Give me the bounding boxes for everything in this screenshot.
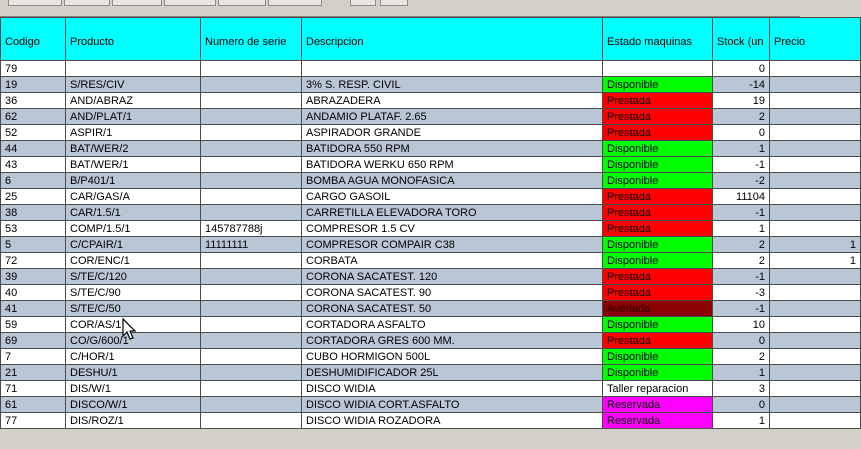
- table-row[interactable]: [1, 237, 861, 253]
- cell-producto[interactable]: S/TE/C/90: [66, 285, 201, 301]
- cell-codigo[interactable]: 38: [1, 205, 66, 221]
- products-grid: [0, 17, 861, 429]
- table-row[interactable]: [1, 269, 861, 285]
- cell-serie[interactable]: [201, 141, 302, 157]
- cell-codigo[interactable]: 36: [1, 93, 66, 109]
- col-header-producto[interactable]: Producto: [66, 18, 201, 61]
- cell-descripcion[interactable]: BOMBA AGUA MONOFASICA: [302, 173, 603, 189]
- cell-codigo[interactable]: 77: [1, 413, 66, 429]
- cell-producto[interactable]: S/RES/CIV: [66, 77, 201, 93]
- cell-stock[interactable]: 2: [713, 253, 770, 269]
- input-stock[interactable]: 0: [713, 61, 770, 77]
- cell-estado[interactable]: Prestada: [603, 333, 713, 349]
- cell-stock[interactable]: -1: [713, 301, 770, 317]
- cell-stock[interactable]: 0: [713, 125, 770, 141]
- cell-codigo[interactable]: 72: [1, 253, 66, 269]
- cell-stock[interactable]: -14: [713, 77, 770, 93]
- cell-producto[interactable]: C/CPAIR/1: [66, 237, 201, 253]
- cell-serie[interactable]: [201, 77, 302, 93]
- cell-serie[interactable]: [201, 157, 302, 173]
- cell-descripcion[interactable]: BATIDORA 550 RPM: [302, 141, 603, 157]
- cell-codigo[interactable]: 5: [1, 237, 66, 253]
- toolbar-button[interactable]: [350, 0, 376, 6]
- table-row[interactable]: [1, 253, 861, 269]
- cell-precio[interactable]: [770, 125, 861, 141]
- cell-estado[interactable]: Reservada: [603, 397, 713, 413]
- cell-stock[interactable]: -2: [713, 173, 770, 189]
- cell-producto[interactable]: ASPIR/1: [66, 125, 201, 141]
- cell-estado[interactable]: Disponible: [603, 157, 713, 173]
- cell-descripcion[interactable]: DISCO WIDIA ROZADORA: [302, 413, 603, 429]
- cell-producto[interactable]: DIS/W/1: [66, 381, 201, 397]
- table-row[interactable]: [1, 349, 861, 365]
- cell-precio[interactable]: [770, 189, 861, 205]
- cell-estado[interactable]: Prestada: [603, 269, 713, 285]
- cell-estado[interactable]: Prestada: [603, 221, 713, 237]
- cell-precio[interactable]: [770, 301, 861, 317]
- cell-stock[interactable]: 2: [713, 237, 770, 253]
- cell-precio[interactable]: [770, 349, 861, 365]
- mouse-pointer-icon: [122, 318, 138, 342]
- cell-descripcion[interactable]: DISCO WIDIA CORT.ASFALTO: [302, 397, 603, 413]
- cell-stock[interactable]: -3: [713, 285, 770, 301]
- cell-precio[interactable]: [770, 365, 861, 381]
- cell-precio[interactable]: [770, 333, 861, 349]
- cell-codigo[interactable]: 21: [1, 365, 66, 381]
- table-row[interactable]: [1, 173, 861, 189]
- cell-serie[interactable]: [201, 109, 302, 125]
- cell-codigo[interactable]: 41: [1, 301, 66, 317]
- cell-descripcion[interactable]: CUBO HORMIGON 500L: [302, 349, 603, 365]
- cell-serie[interactable]: [201, 413, 302, 429]
- cell-precio[interactable]: [770, 173, 861, 189]
- cell-descripcion[interactable]: DISCO WIDIA: [302, 381, 603, 397]
- cell-serie[interactable]: [201, 285, 302, 301]
- cell-serie[interactable]: [201, 365, 302, 381]
- cell-serie[interactable]: [201, 93, 302, 109]
- cell-codigo[interactable]: 25: [1, 189, 66, 205]
- cell-estado[interactable]: Disponible: [603, 141, 713, 157]
- cell-stock[interactable]: 3: [713, 381, 770, 397]
- cell-producto[interactable]: COMP/1.5/1: [66, 221, 201, 237]
- col-header-stock[interactable]: Stock (un: [713, 18, 770, 61]
- cell-producto[interactable]: C/HOR/1: [66, 349, 201, 365]
- cell-serie[interactable]: [201, 253, 302, 269]
- cell-stock[interactable]: 1: [713, 365, 770, 381]
- cell-estado[interactable]: Disponible: [603, 365, 713, 381]
- input-precio[interactable]: [770, 61, 861, 77]
- cell-producto[interactable]: S/TE/C/50: [66, 301, 201, 317]
- toolbar-button[interactable]: [218, 0, 266, 6]
- table-row[interactable]: [1, 397, 861, 413]
- cell-estado[interactable]: Disponible: [603, 349, 713, 365]
- input-estado[interactable]: [603, 61, 713, 77]
- cell-producto[interactable]: DIS/ROZ/1: [66, 413, 201, 429]
- toolbar-button[interactable]: [268, 0, 322, 6]
- table-row[interactable]: [1, 125, 861, 141]
- cell-descripcion[interactable]: CORBATA: [302, 253, 603, 269]
- cell-estado[interactable]: Disponible: [603, 317, 713, 333]
- cell-codigo[interactable]: 44: [1, 141, 66, 157]
- col-header-codigo[interactable]: Codigo: [1, 18, 66, 61]
- cell-precio[interactable]: [770, 141, 861, 157]
- cell-stock[interactable]: 19: [713, 93, 770, 109]
- cell-codigo[interactable]: 71: [1, 381, 66, 397]
- cell-precio[interactable]: [770, 285, 861, 301]
- cell-producto[interactable]: CAR/GAS/A: [66, 189, 201, 205]
- cell-codigo[interactable]: 53: [1, 221, 66, 237]
- cell-descripcion[interactable]: COMPRESOR 1.5 CV: [302, 221, 603, 237]
- cell-producto[interactable]: CO/G/600/1: [66, 333, 201, 349]
- cell-producto[interactable]: COR/ENC/1: [66, 253, 201, 269]
- input-codigo[interactable]: 79: [1, 61, 66, 77]
- new-record-row[interactable]: [1, 61, 861, 77]
- cell-serie[interactable]: [201, 189, 302, 205]
- table-row[interactable]: [1, 285, 861, 301]
- cell-descripcion[interactable]: CORTADORA ASFALTO: [302, 317, 603, 333]
- table-row[interactable]: [1, 189, 861, 205]
- cell-estado[interactable]: Disponible: [603, 77, 713, 93]
- cell-serie[interactable]: [201, 397, 302, 413]
- cell-stock[interactable]: -1: [713, 157, 770, 173]
- input-serie[interactable]: [201, 61, 302, 77]
- table-row[interactable]: [1, 157, 861, 173]
- cell-descripcion[interactable]: CORTADORA GRES 600 MM.: [302, 333, 603, 349]
- cell-precio[interactable]: [770, 269, 861, 285]
- cell-producto[interactable]: COR/AS/1: [66, 317, 201, 333]
- input-descripcion[interactable]: [302, 61, 603, 77]
- cell-codigo[interactable]: 69: [1, 333, 66, 349]
- cell-stock[interactable]: 1: [713, 141, 770, 157]
- cell-stock[interactable]: 2: [713, 109, 770, 125]
- cell-descripcion[interactable]: DESHUMIDIFICADOR 25L: [302, 365, 603, 381]
- cell-codigo[interactable]: 59: [1, 317, 66, 333]
- cell-precio[interactable]: [770, 221, 861, 237]
- col-header-precio[interactable]: Precio: [770, 18, 861, 61]
- cell-precio[interactable]: [770, 109, 861, 125]
- input-producto[interactable]: [66, 61, 201, 77]
- cell-codigo[interactable]: 61: [1, 397, 66, 413]
- cell-serie[interactable]: 145787788j: [201, 221, 302, 237]
- col-header-estado[interactable]: Estado maquinas: [603, 18, 713, 61]
- table-row[interactable]: [1, 381, 861, 397]
- cell-estado[interactable]: Prestada: [603, 93, 713, 109]
- cell-estado[interactable]: Reservada: [603, 413, 713, 429]
- cell-stock[interactable]: 10: [713, 317, 770, 333]
- cell-producto[interactable]: BAT/WER/2: [66, 141, 201, 157]
- cell-codigo[interactable]: 52: [1, 125, 66, 141]
- cell-codigo[interactable]: 43: [1, 157, 66, 173]
- cell-stock[interactable]: 0: [713, 397, 770, 413]
- cell-estado[interactable]: Prestada: [603, 109, 713, 125]
- cell-descripcion[interactable]: CARRETILLA ELEVADORA TORO: [302, 205, 603, 221]
- cell-estado[interactable]: Averiada: [603, 301, 713, 317]
- toolbar-button[interactable]: [64, 0, 110, 6]
- cell-producto[interactable]: CAR/1.5/1: [66, 205, 201, 221]
- cell-stock[interactable]: -1: [713, 205, 770, 221]
- toolbar-button[interactable]: [8, 0, 62, 6]
- toolbar-button[interactable]: [112, 0, 162, 6]
- cell-descripcion[interactable]: ABRAZADERA: [302, 93, 603, 109]
- cell-descripcion[interactable]: ANDAMIO PLATAF. 2.65: [302, 109, 603, 125]
- cell-descripcion[interactable]: CORONA SACATEST. 90: [302, 285, 603, 301]
- cell-codigo[interactable]: 19: [1, 77, 66, 93]
- cell-precio[interactable]: [770, 397, 861, 413]
- cell-serie[interactable]: [201, 333, 302, 349]
- cell-serie[interactable]: [201, 349, 302, 365]
- cell-producto[interactable]: B/P401/1: [66, 173, 201, 189]
- cell-estado[interactable]: Disponible: [603, 173, 713, 189]
- cell-precio[interactable]: [770, 77, 861, 93]
- table-row[interactable]: [1, 77, 861, 93]
- cell-precio[interactable]: [770, 205, 861, 221]
- cell-descripcion[interactable]: ASPIRADOR GRANDE: [302, 125, 603, 141]
- cell-descripcion[interactable]: CORONA SACATEST. 50: [302, 301, 603, 317]
- table-row[interactable]: [1, 413, 861, 429]
- cell-stock[interactable]: 0: [713, 333, 770, 349]
- grid-header-row: [1, 18, 861, 61]
- cell-estado[interactable]: Disponible: [603, 253, 713, 269]
- table-row[interactable]: [1, 141, 861, 157]
- cell-serie[interactable]: [201, 269, 302, 285]
- cell-stock[interactable]: -1: [713, 269, 770, 285]
- cell-estado[interactable]: Prestada: [603, 189, 713, 205]
- cell-serie[interactable]: [201, 173, 302, 189]
- cell-precio[interactable]: [770, 157, 861, 173]
- cell-precio[interactable]: [770, 317, 861, 333]
- table-row[interactable]: [1, 205, 861, 221]
- cell-codigo[interactable]: 6: [1, 173, 66, 189]
- cell-serie[interactable]: 11111111: [201, 237, 302, 253]
- cell-serie[interactable]: [201, 317, 302, 333]
- table-row[interactable]: [1, 221, 861, 237]
- cell-producto[interactable]: S/TE/C/120: [66, 269, 201, 285]
- toolbar-button[interactable]: [164, 0, 216, 6]
- cell-descripcion[interactable]: 3% S. RESP. CIVIL: [302, 77, 603, 93]
- cell-producto[interactable]: AND/ABRAZ: [66, 93, 201, 109]
- cell-codigo[interactable]: 7: [1, 349, 66, 365]
- cell-stock[interactable]: 1: [713, 413, 770, 429]
- cell-producto[interactable]: BAT/WER/1: [66, 157, 201, 173]
- toolbar-strip: [0, 0, 800, 17]
- cell-precio[interactable]: [770, 381, 861, 397]
- cell-codigo[interactable]: 39: [1, 269, 66, 285]
- cell-producto[interactable]: AND/PLAT/1: [66, 109, 201, 125]
- cell-serie[interactable]: [201, 205, 302, 221]
- cell-stock[interactable]: 11104: [713, 189, 770, 205]
- toolbar-button[interactable]: [380, 0, 408, 6]
- col-header-descripcion[interactable]: Descripcion: [302, 18, 603, 61]
- cell-precio[interactable]: [770, 93, 861, 109]
- cell-serie[interactable]: [201, 301, 302, 317]
- cell-producto[interactable]: DISCO/W/1: [66, 397, 201, 413]
- table-row[interactable]: [1, 365, 861, 381]
- cell-estado[interactable]: Prestada: [603, 285, 713, 301]
- cell-codigo[interactable]: 62: [1, 109, 66, 125]
- cell-serie[interactable]: [201, 125, 302, 141]
- cell-descripcion[interactable]: CORONA SACATEST. 120: [302, 269, 603, 285]
- cell-estado[interactable]: Prestada: [603, 205, 713, 221]
- table-row[interactable]: [1, 93, 861, 109]
- cell-stock[interactable]: 1: [713, 221, 770, 237]
- cell-precio[interactable]: [770, 413, 861, 429]
- cell-descripcion[interactable]: COMPRESOR COMPAIR C38: [302, 237, 603, 253]
- cell-codigo[interactable]: 40: [1, 285, 66, 301]
- cell-serie[interactable]: [201, 381, 302, 397]
- cell-descripcion[interactable]: BATIDORA WERKU 650 RPM: [302, 157, 603, 173]
- col-header-serie[interactable]: Numero de serie: [201, 18, 302, 61]
- cell-estado[interactable]: Prestada: [603, 125, 713, 141]
- cell-estado[interactable]: Disponible: [603, 237, 713, 253]
- cell-precio[interactable]: 1: [770, 253, 861, 269]
- cell-producto[interactable]: DESHU/1: [66, 365, 201, 381]
- table-row[interactable]: [1, 301, 861, 317]
- cell-precio[interactable]: 1: [770, 237, 861, 253]
- cell-descripcion[interactable]: CARGO GASOIL: [302, 189, 603, 205]
- cell-stock[interactable]: 2: [713, 349, 770, 365]
- cell-estado[interactable]: Taller reparacion: [603, 381, 713, 397]
- table-row[interactable]: [1, 109, 861, 125]
